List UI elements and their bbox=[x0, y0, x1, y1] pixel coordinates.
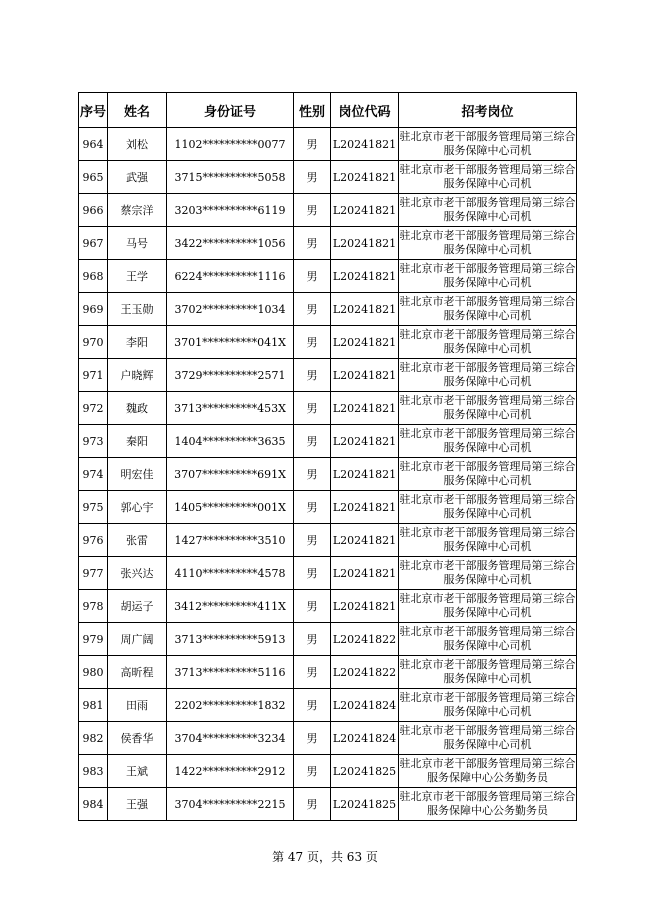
cell-name: 王斌 bbox=[108, 755, 167, 788]
cell-name: 明宏佳 bbox=[108, 458, 167, 491]
cell-id-number: 2202**********1832 bbox=[167, 689, 294, 722]
cell-id-number: 3707**********691X bbox=[167, 458, 294, 491]
cell-name: 李阳 bbox=[108, 326, 167, 359]
cell-index: 967 bbox=[79, 227, 108, 260]
cell-gender: 男 bbox=[294, 788, 331, 821]
cell-id-number: 3704**********3234 bbox=[167, 722, 294, 755]
cell-name: 蔡宗洋 bbox=[108, 194, 167, 227]
cell-index: 966 bbox=[79, 194, 108, 227]
table-row bbox=[79, 227, 577, 260]
cell-id-number: 3203**********6119 bbox=[167, 194, 294, 227]
cell-position-code: L20241821 bbox=[331, 293, 399, 326]
cell-name: 户晓辉 bbox=[108, 359, 167, 392]
cell-position: 驻北京市老干部服务管理局第三综合服务保障中心司机 bbox=[399, 524, 577, 557]
cell-position: 驻北京市老干部服务管理局第三综合服务保障中心司机 bbox=[399, 425, 577, 458]
candidate-table bbox=[78, 92, 577, 821]
cell-name: 张雷 bbox=[108, 524, 167, 557]
cell-position: 驻北京市老干部服务管理局第三综合服务保障中心司机 bbox=[399, 293, 577, 326]
cell-index: 984 bbox=[79, 788, 108, 821]
cell-id-number: 3702**********1034 bbox=[167, 293, 294, 326]
cell-name: 侯香华 bbox=[108, 722, 167, 755]
cell-gender: 男 bbox=[294, 524, 331, 557]
cell-position: 驻北京市老干部服务管理局第三综合服务保障中心司机 bbox=[399, 392, 577, 425]
cell-position: 驻北京市老干部服务管理局第三综合服务保障中心公务勤务员 bbox=[399, 755, 577, 788]
cell-gender: 男 bbox=[294, 755, 331, 788]
cell-index: 972 bbox=[79, 392, 108, 425]
cell-position-code: L20241821 bbox=[331, 227, 399, 260]
header-position-code: 岗位代码 bbox=[331, 93, 399, 128]
cell-id-number: 3412**********411X bbox=[167, 590, 294, 623]
cell-index: 981 bbox=[79, 689, 108, 722]
cell-position-code: L20241821 bbox=[331, 326, 399, 359]
cell-id-number: 1404**********3635 bbox=[167, 425, 294, 458]
table-row bbox=[79, 524, 577, 557]
cell-name: 王玉勋 bbox=[108, 293, 167, 326]
cell-index: 969 bbox=[79, 293, 108, 326]
cell-position-code: L20241822 bbox=[331, 623, 399, 656]
cell-index: 975 bbox=[79, 491, 108, 524]
cell-index: 965 bbox=[79, 161, 108, 194]
cell-position: 驻北京市老干部服务管理局第三综合服务保障中心司机 bbox=[399, 590, 577, 623]
cell-position-code: L20241824 bbox=[331, 722, 399, 755]
table-header-row bbox=[79, 93, 577, 128]
cell-id-number: 3422**********1056 bbox=[167, 227, 294, 260]
table-body bbox=[79, 128, 577, 821]
cell-gender: 男 bbox=[294, 590, 331, 623]
cell-gender: 男 bbox=[294, 161, 331, 194]
cell-gender: 男 bbox=[294, 425, 331, 458]
cell-gender: 男 bbox=[294, 656, 331, 689]
cell-position-code: L20241821 bbox=[331, 590, 399, 623]
cell-gender: 男 bbox=[294, 359, 331, 392]
cell-index: 970 bbox=[79, 326, 108, 359]
header-position: 招考岗位 bbox=[399, 93, 577, 128]
cell-name: 张兴达 bbox=[108, 557, 167, 590]
cell-gender: 男 bbox=[294, 194, 331, 227]
table-row bbox=[79, 458, 577, 491]
cell-index: 980 bbox=[79, 656, 108, 689]
cell-name: 马号 bbox=[108, 227, 167, 260]
cell-name: 周广阔 bbox=[108, 623, 167, 656]
cell-id-number: 1102**********0077 bbox=[167, 128, 294, 161]
cell-position: 驻北京市老干部服务管理局第三综合服务保障中心司机 bbox=[399, 689, 577, 722]
cell-name: 秦阳 bbox=[108, 425, 167, 458]
cell-position: 驻北京市老干部服务管理局第三综合服务保障中心司机 bbox=[399, 326, 577, 359]
cell-gender: 男 bbox=[294, 260, 331, 293]
cell-id-number: 1422**********2912 bbox=[167, 755, 294, 788]
table-row bbox=[79, 359, 577, 392]
cell-gender: 男 bbox=[294, 227, 331, 260]
cell-position-code: L20241824 bbox=[331, 689, 399, 722]
cell-index: 979 bbox=[79, 623, 108, 656]
cell-name: 田雨 bbox=[108, 689, 167, 722]
cell-gender: 男 bbox=[294, 557, 331, 590]
cell-name: 郭心宇 bbox=[108, 491, 167, 524]
cell-name: 武强 bbox=[108, 161, 167, 194]
table-row bbox=[79, 557, 577, 590]
page-footer: 第 47 页，共 63 页 bbox=[272, 850, 378, 864]
cell-id-number: 1405**********001X bbox=[167, 491, 294, 524]
header-index: 序号 bbox=[79, 93, 108, 128]
cell-position-code: L20241821 bbox=[331, 524, 399, 557]
cell-id-number: 3701**********041X bbox=[167, 326, 294, 359]
cell-gender: 男 bbox=[294, 689, 331, 722]
cell-gender: 男 bbox=[294, 326, 331, 359]
cell-gender: 男 bbox=[294, 623, 331, 656]
cell-position: 驻北京市老干部服务管理局第三综合服务保障中心司机 bbox=[399, 227, 577, 260]
cell-position-code: L20241821 bbox=[331, 359, 399, 392]
table-row bbox=[79, 755, 577, 788]
cell-name: 王强 bbox=[108, 788, 167, 821]
cell-index: 973 bbox=[79, 425, 108, 458]
cell-position: 驻北京市老干部服务管理局第三综合服务保障中心公务勤务员 bbox=[399, 788, 577, 821]
table-row bbox=[79, 392, 577, 425]
cell-position-code: L20241821 bbox=[331, 260, 399, 293]
cell-id-number: 4110**********4578 bbox=[167, 557, 294, 590]
cell-gender: 男 bbox=[294, 491, 331, 524]
header-name: 姓名 bbox=[108, 93, 167, 128]
table-row bbox=[79, 590, 577, 623]
cell-id-number: 3713**********5116 bbox=[167, 656, 294, 689]
cell-position-code: L20241821 bbox=[331, 425, 399, 458]
table-row bbox=[79, 656, 577, 689]
cell-position-code: L20241821 bbox=[331, 161, 399, 194]
cell-position: 驻北京市老干部服务管理局第三综合服务保障中心司机 bbox=[399, 458, 577, 491]
cell-id-number: 3729**********2571 bbox=[167, 359, 294, 392]
cell-position: 驻北京市老干部服务管理局第三综合服务保障中心司机 bbox=[399, 656, 577, 689]
cell-name: 刘松 bbox=[108, 128, 167, 161]
header-id-number: 身份证号 bbox=[167, 93, 294, 128]
cell-id-number: 1427**********3510 bbox=[167, 524, 294, 557]
cell-position-code: L20241821 bbox=[331, 458, 399, 491]
table-row bbox=[79, 260, 577, 293]
table-row bbox=[79, 788, 577, 821]
cell-index: 976 bbox=[79, 524, 108, 557]
cell-position-code: L20241825 bbox=[331, 788, 399, 821]
table-row bbox=[79, 326, 577, 359]
table-row bbox=[79, 722, 577, 755]
table-row bbox=[79, 425, 577, 458]
header-gender: 性别 bbox=[294, 93, 331, 128]
cell-position: 驻北京市老干部服务管理局第三综合服务保障中心司机 bbox=[399, 491, 577, 524]
cell-position-code: L20241821 bbox=[331, 392, 399, 425]
cell-position: 驻北京市老干部服务管理局第三综合服务保障中心司机 bbox=[399, 194, 577, 227]
cell-index: 968 bbox=[79, 260, 108, 293]
cell-index: 978 bbox=[79, 590, 108, 623]
table-row bbox=[79, 689, 577, 722]
cell-gender: 男 bbox=[294, 392, 331, 425]
cell-index: 964 bbox=[79, 128, 108, 161]
table-row bbox=[79, 491, 577, 524]
cell-position: 驻北京市老干部服务管理局第三综合服务保障中心司机 bbox=[399, 128, 577, 161]
cell-index: 977 bbox=[79, 557, 108, 590]
cell-gender: 男 bbox=[294, 458, 331, 491]
cell-name: 高昕程 bbox=[108, 656, 167, 689]
cell-position: 驻北京市老干部服务管理局第三综合服务保障中心司机 bbox=[399, 161, 577, 194]
cell-name: 王学 bbox=[108, 260, 167, 293]
cell-position: 驻北京市老干部服务管理局第三综合服务保障中心司机 bbox=[399, 623, 577, 656]
cell-position-code: L20241821 bbox=[331, 194, 399, 227]
cell-position: 驻北京市老干部服务管理局第三综合服务保障中心司机 bbox=[399, 557, 577, 590]
cell-index: 971 bbox=[79, 359, 108, 392]
cell-id-number: 3713**********453X bbox=[167, 392, 294, 425]
table-row bbox=[79, 623, 577, 656]
cell-gender: 男 bbox=[294, 128, 331, 161]
cell-name: 魏政 bbox=[108, 392, 167, 425]
cell-gender: 男 bbox=[294, 293, 331, 326]
cell-position-code: L20241822 bbox=[331, 656, 399, 689]
table-row bbox=[79, 161, 577, 194]
cell-index: 983 bbox=[79, 755, 108, 788]
table-row bbox=[79, 128, 577, 161]
cell-position-code: L20241821 bbox=[331, 491, 399, 524]
cell-id-number: 3715**********5058 bbox=[167, 161, 294, 194]
cell-position: 驻北京市老干部服务管理局第三综合服务保障中心司机 bbox=[399, 722, 577, 755]
cell-position: 驻北京市老干部服务管理局第三综合服务保障中心司机 bbox=[399, 260, 577, 293]
cell-position-code: L20241821 bbox=[331, 128, 399, 161]
cell-id-number: 6224**********1116 bbox=[167, 260, 294, 293]
cell-position: 驻北京市老干部服务管理局第三综合服务保障中心司机 bbox=[399, 359, 577, 392]
cell-index: 982 bbox=[79, 722, 108, 755]
cell-name: 胡运子 bbox=[108, 590, 167, 623]
cell-position-code: L20241825 bbox=[331, 755, 399, 788]
table-row bbox=[79, 194, 577, 227]
cell-gender: 男 bbox=[294, 722, 331, 755]
cell-index: 974 bbox=[79, 458, 108, 491]
table-row bbox=[79, 293, 577, 326]
cell-id-number: 3704**********2215 bbox=[167, 788, 294, 821]
cell-position-code: L20241821 bbox=[331, 557, 399, 590]
cell-id-number: 3713**********5913 bbox=[167, 623, 294, 656]
